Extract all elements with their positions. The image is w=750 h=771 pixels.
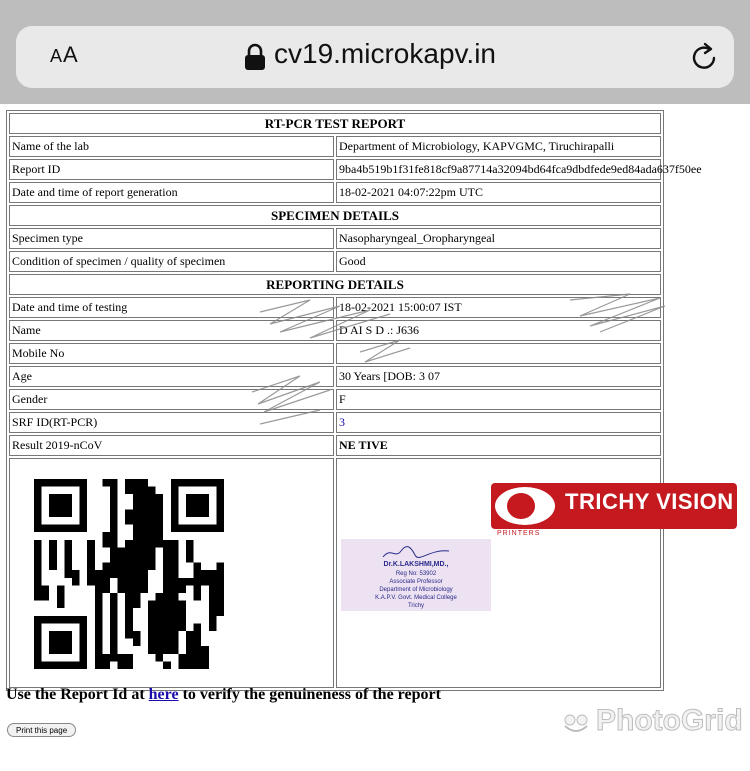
specimen-heading: SPECIMEN DETAILS [9,205,661,226]
photogrid-icon [562,712,590,734]
doctor-stamp [341,539,491,611]
reporting-heading: REPORTING DETAILS [9,274,661,295]
specimen-type-label: Specimen type [9,228,334,249]
age-value: 30 Years [DOB: 3 07 [336,366,661,387]
table-row [9,412,661,433]
table-row [9,389,661,410]
table-row [9,136,661,157]
table-row [9,228,661,249]
table-row [9,320,661,341]
photogrid-watermark: PhotoGrid [596,704,743,737]
lock-icon [242,42,268,72]
table-row [9,366,661,387]
url-text[interactable]: cv19.microkapv.in [274,38,497,69]
result-value: NE TIVE [336,435,661,456]
specimen-type-value: Nasopharyngeal_Oropharyngeal [336,228,661,249]
generated-value: 18-02-2021 04:07:22pm UTC [336,182,661,203]
stamp-line: Reg No: 53902 [395,571,437,577]
browser-toolbar [0,0,750,104]
lab-label: Name of the lab [9,136,334,157]
address-bar[interactable] [16,26,734,88]
report-title: RT-PCR TEST REPORT [9,113,661,134]
mobile-value [336,343,661,364]
srf-label: SRF ID(RT-PCR) [9,412,334,433]
verify-prefix: Use the Report Id at [6,686,149,703]
table-row [9,458,661,688]
gender-value: F [336,389,661,410]
doctor-name: Dr.K.LAKSHMI,MD., [383,561,449,568]
stamp-line: Department of Microbiology [379,587,453,593]
testing-time-label: Date and time of testing [9,297,334,318]
signature-icon [381,545,451,559]
reload-icon[interactable] [688,40,722,74]
logo-text: TRICHY VISION [565,489,734,514]
table-row [9,297,661,318]
logo-mark-icon [495,487,555,525]
table-row [9,251,661,272]
testing-time-value: 18-02-2021 15:00:07 IST [336,297,661,318]
condition-value: Good [336,251,661,272]
report-table [6,110,734,691]
verify-line [6,686,441,704]
name-value: D AI S D .: J636 [336,320,661,341]
lab-value: Department of Microbiology, KAPVGMC, Tiruchirapalli [336,136,661,157]
trichy-vision-logo [491,483,737,529]
stamp-line: Trichy [407,603,425,609]
age-label: Age [9,366,334,387]
stamp-line: Associate Professor [389,579,443,585]
print-button[interactable]: Print this page [7,723,76,737]
table-row [9,435,661,456]
gender-label: Gender [9,389,334,410]
qr-code [34,479,224,669]
table-row [9,159,661,180]
signature-cell [336,458,734,688]
verify-suffix: to verify the genuineness of the report [178,686,441,703]
report-id-value: 9ba4b519b1f31fe818cf9a87714a32094bd64fca9dbdfede9ed84ada637f50ee [336,159,661,180]
condition-label: Condition of specimen / quality of specimen [9,251,334,272]
report-id-label: Report ID [9,159,334,180]
qr-cell [9,458,334,688]
name-label: Name [9,320,334,341]
verify-link[interactable]: here [148,686,179,703]
mobile-label: Mobile No [9,343,334,364]
result-label: Result 2019-nCoV [9,435,334,456]
generated-label: Date and time of report generation [9,182,334,203]
stamp-line: K.A.P.V. Govt. Medical College [375,595,457,601]
table-row [9,182,661,203]
logo-subtitle: PRINTERS [497,530,541,537]
text-size-button[interactable]: AA [50,42,79,67]
table-row [9,343,661,364]
srf-value: 3 [336,412,661,433]
